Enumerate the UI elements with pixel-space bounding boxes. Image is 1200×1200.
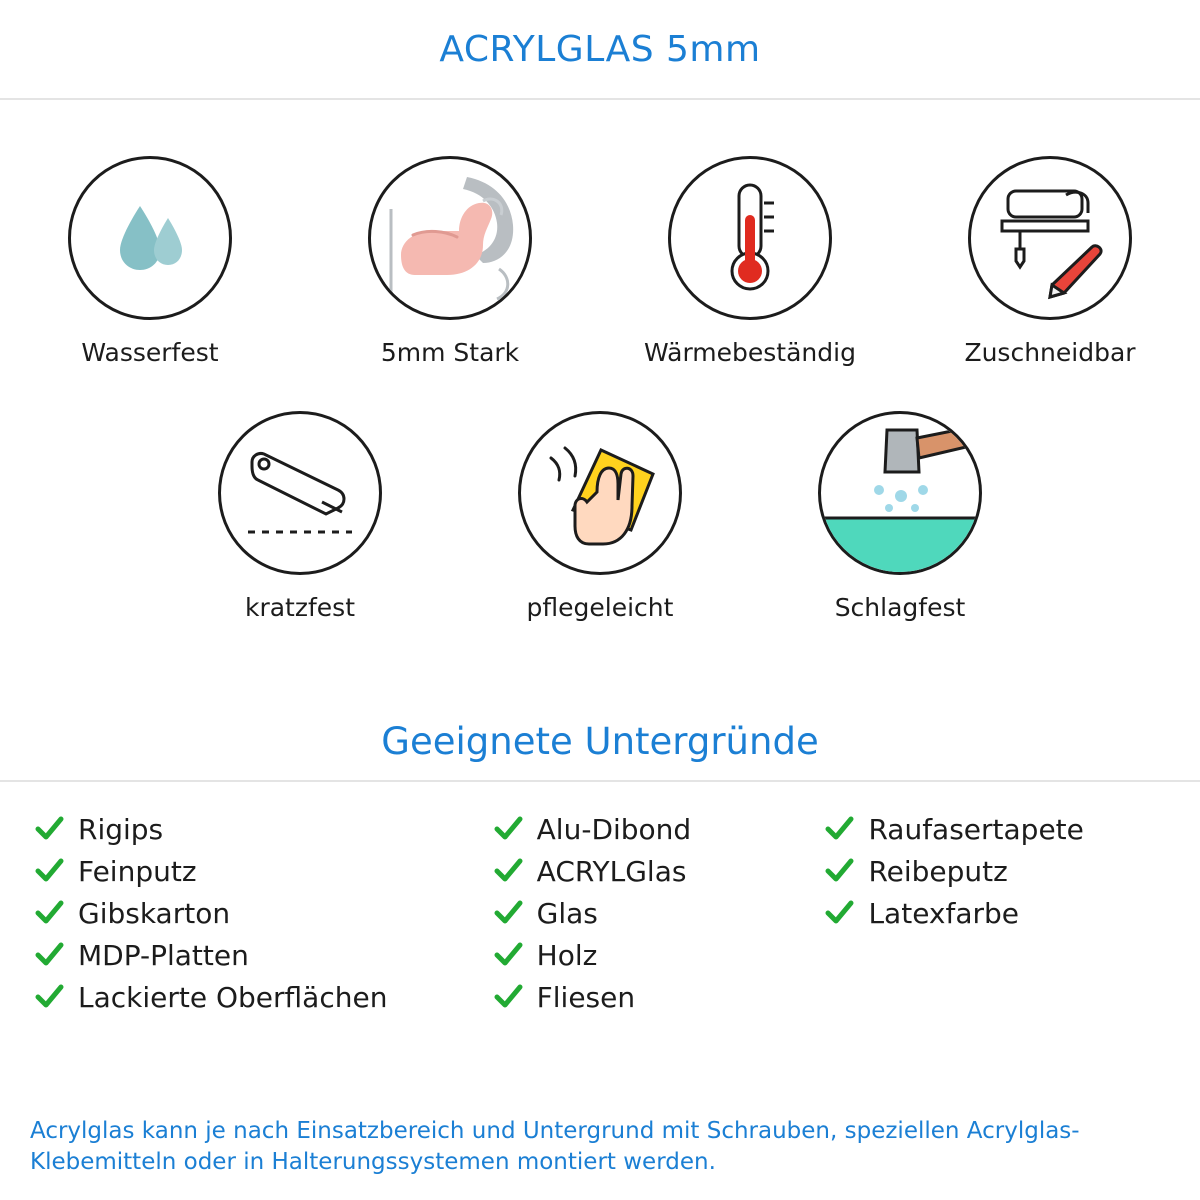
- feature-label: Schlagfest: [834, 593, 966, 622]
- list-item-label: Glas: [536, 896, 598, 930]
- list-item: [824, 808, 1166, 850]
- surfaces-column-1: [34, 808, 493, 1018]
- check-icon: [824, 898, 854, 928]
- list-item-label: Feinputz: [78, 854, 197, 888]
- check-icon: [34, 940, 64, 970]
- check-icon: [493, 856, 523, 886]
- feature-schlagfest: [750, 411, 1050, 622]
- check-icon: [824, 856, 854, 886]
- feature-grid: [0, 100, 1200, 622]
- feature-label: Wasserfest: [81, 338, 219, 367]
- surfaces-section-header: [0, 702, 1200, 782]
- list-item-label: Lackierte Oberflächen: [78, 980, 388, 1014]
- section-title: Geeignete Untergründe: [381, 719, 819, 763]
- feature-label: 5mm Stark: [380, 338, 520, 367]
- check-icon: [34, 898, 64, 928]
- check-icon: [34, 982, 64, 1012]
- feature-row-2: [0, 411, 1200, 622]
- list-item-label: MDP-Platten: [78, 938, 249, 972]
- footer-note: Acrylglas kann je nach Einsatzbereich und Untergrund mit Schrauben, speziellen Acrylglas-Klebemitteln oder in Halterungssystemen montiert werden.: [30, 1117, 1080, 1175]
- feature-label: Zuschneidbar: [964, 338, 1136, 367]
- feature-kratzfest: [150, 411, 450, 622]
- list-item: [493, 808, 825, 850]
- check-icon: [493, 814, 523, 844]
- check-icon: [824, 814, 854, 844]
- list-item: [34, 934, 493, 976]
- list-item: [824, 892, 1166, 934]
- cleaning-hand-cloth-icon: [518, 411, 682, 575]
- list-item: [493, 976, 825, 1018]
- water-drop-icon: [68, 156, 232, 320]
- list-item: [34, 850, 493, 892]
- feature-wasserfest: [0, 156, 300, 367]
- list-item-label: Alu-Dibond: [536, 812, 692, 846]
- list-item: [34, 892, 493, 934]
- list-item-label: Fliesen: [536, 980, 636, 1014]
- list-item: [34, 808, 493, 850]
- surfaces-lists: [0, 782, 1200, 1018]
- list-item-label: Gibskarton: [78, 896, 231, 930]
- feature-zuschneidbar: [900, 156, 1200, 367]
- strong-arm-icon: [368, 156, 532, 320]
- page-title: ACRYLGLAS 5mm: [439, 28, 761, 70]
- hammer-impact-icon: [818, 411, 982, 575]
- list-item: [493, 892, 825, 934]
- list-item-label: Raufasertapete: [868, 812, 1084, 846]
- list-item-label: Holz: [536, 938, 598, 972]
- surfaces-column-3: [824, 808, 1166, 1018]
- feature-waermebestaendig: [600, 156, 900, 367]
- feature-row-1: [0, 156, 1200, 367]
- list-item: [493, 934, 825, 976]
- list-item: [34, 976, 493, 1018]
- list-item-label: ACRYLGlas: [536, 854, 687, 888]
- list-item: [493, 850, 825, 892]
- jigsaw-cutter-icon: [968, 156, 1132, 320]
- list-item-label: Latexfarbe: [868, 896, 1020, 930]
- feature-label: kratzfest: [244, 593, 355, 622]
- check-icon: [34, 856, 64, 886]
- feature-label: pflegeleicht: [526, 593, 674, 622]
- thermometer-icon: [668, 156, 832, 320]
- list-item: [824, 850, 1166, 892]
- page-header: [0, 0, 1200, 100]
- check-icon: [493, 982, 523, 1012]
- list-item-label: Reibeputz: [868, 854, 1008, 888]
- feature-5mm-stark: [300, 156, 600, 367]
- check-icon: [34, 814, 64, 844]
- surfaces-column-2: [493, 808, 825, 1018]
- check-icon: [493, 940, 523, 970]
- feature-pflegeleicht: [450, 411, 750, 622]
- saw-scratch-icon: [218, 411, 382, 575]
- check-icon: [493, 898, 523, 928]
- feature-label: Wärmebeständig: [644, 338, 856, 367]
- list-item-label: Rigips: [78, 812, 164, 846]
